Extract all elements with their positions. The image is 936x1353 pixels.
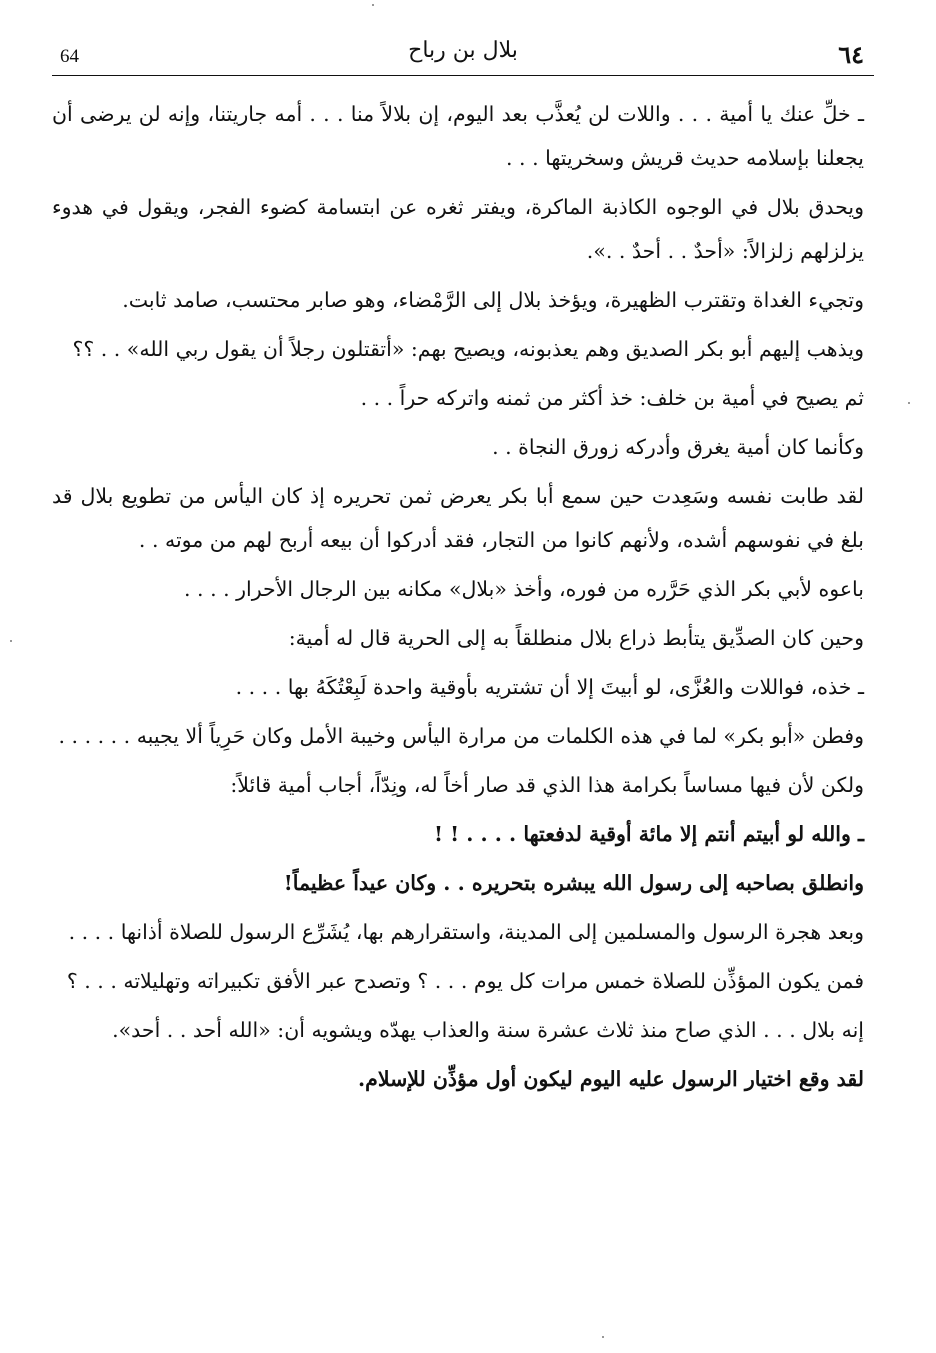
paragraph: ـ خذه، فواللات والعُزَّى، لو أبيتَ إلا أن تشتريه بأوقية واحدة لَبِعْتُكَهُ بها . . . . (235, 675, 864, 699)
paragraph: لقد طابت نفسه وسَعِدت حين سمع أبا بكر يعرض ثمن تحريره إذ كان اليأس من تطويع بلال قد بلغ في نفوسهم أشده، ولأنهم كانوا من التجار، فقد أدركوا أن بيعه أربح لهم من موته . . (52, 484, 864, 552)
paragraph: ـ خلِّ عنك يا أمية . . . واللات لن يُعذَّب بعد اليوم، إن بلالاً منا . . . أمه جاريتنا، وإنه لن يرضى أن يجعلنا بإسلامه حديث قريش وسخريتها . . . (52, 102, 864, 170)
paragraph: وحين كان الصدِّيق يتأبط ذراع بلال منطلقاً به إلى الحرية قال له أمية: (288, 626, 864, 650)
page-body (52, 92, 864, 1106)
paragraph: ـ والله لو أبيتم أنتم إلا مائة أوقية لدفعتها . . . . ! ! (433, 822, 864, 846)
paragraph: باعوه لأبي بكر الذي حَرَّره من فوره، وأخذ «بلال» مكانه بين الرجال الأحرار . . . . (184, 577, 864, 601)
header-rule (52, 75, 874, 76)
paragraph: ويذهب إليهم أبو بكر الصديق وهم يعذبونه، ويصيح بهم: «أتقتلون رجلاً أن يقول ربي الله» . . ؟؟ (72, 337, 864, 361)
scan-speck (908, 402, 910, 404)
paragraph: وتجيء الغداة وتقترب الظهيرة، ويؤخذ بلال إلى الرَّمْضاء، وهو صابر محتسب، صامد ثابت. (122, 288, 864, 312)
paragraph: وكأنما كان أمية يغرق وأدركه زورق النجاة . . (492, 435, 864, 459)
scan-speck (10, 640, 12, 642)
paragraph: وبعد هجرة الرسول والمسلمين إلى المدينة، واستقرارهم بها، يُشَرِّع الرسول للصلاة أذانها . . . . (68, 920, 864, 944)
running-title: بلال بن رباح (408, 38, 518, 63)
paragraph: ولكن لأن فيها مساساً بكرامة هذا الذي قد صار أخاً له، ونِدّاً، أجاب أمية قائلاً: (230, 773, 864, 797)
paragraph: فمن يكون المؤذِّن للصلاة خمس مرات كل يوم . . . ؟ وتصدح عبر الأفق تكبيراته وتهليلاته . . . ؟ (66, 969, 864, 993)
page-number-latin: 64 (60, 46, 79, 67)
paragraph: إنه بلال . . . الذي صاح منذ ثلاث عشرة سنة والعذاب يهدّه ويشويه أن: «الله أحد . . أحد». (112, 1018, 864, 1042)
paragraph: ثم يصيح في أمية بن خلف: خذ أكثر من ثمنه واتركه حراً . . . (360, 386, 864, 410)
page-number-arabic: ٦٤ (838, 40, 864, 69)
paragraph: وفطن «أبو بكر» لما في هذه الكلمات من مرارة اليأس وخيبة الأمل وكان حَرِياً ألا يجيبه . . . . . . (58, 724, 864, 748)
scan-speck (372, 4, 374, 6)
paragraph: وانطلق بصاحبه إلى رسول الله يبشره بتحريره . . وكان عيداً عظيماً! (283, 871, 864, 895)
paragraph: ويحدق بلال في الوجوه الكاذبة الماكرة، ويفتر ثغره عن ابتسامة كضوء الفجر، ويقول في هدوء يزلزلهم زلزالاً: «أحدٌ . . أحدٌ . .». (52, 195, 864, 263)
paragraph: لقد وقع اختيار الرسول عليه اليوم ليكون أول مؤذِّن للإسلام. (358, 1067, 864, 1091)
scan-speck (602, 1336, 604, 1338)
page-header (52, 38, 874, 78)
